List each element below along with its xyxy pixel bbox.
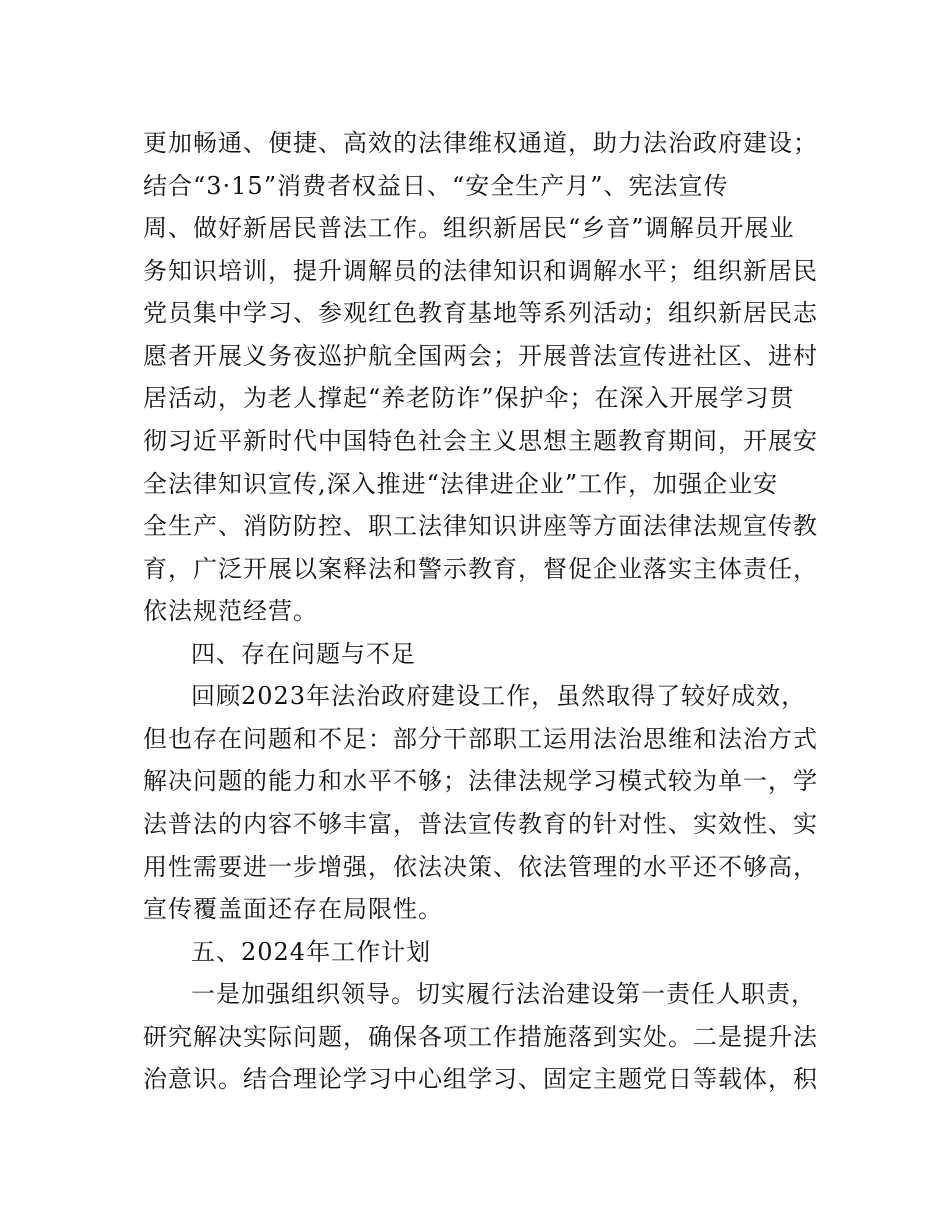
text-line: 研究解决实际问题，确保各项工作措施落到实处。二是提升法 — [143, 1023, 818, 1051]
section-heading: 四、存在问题与不足 — [191, 640, 416, 668]
paragraph-first-line: 一是加强组织领导。切实履行法治建设第一责任人职责， — [191, 980, 816, 1008]
text-line: 居活动，为老人撑起“养老防诈”保护伞；在深入开展学习贯 — [143, 384, 795, 412]
text-line: 务知识培训，提升调解员的法律知识和调解水平；组织新居民 — [143, 257, 818, 285]
text-line: 治意识。结合理论学习中心组学习、固定主题党日等载体，积 — [143, 1065, 818, 1093]
text-line: 解决问题的能力和水平不够；法律法规学习模式较为单一，学 — [143, 767, 818, 795]
section-heading: 五、2024年工作计划 — [191, 938, 432, 966]
text-line: 党员集中学习、参观红色教育基地等系列活动；组织新居民志 — [143, 299, 818, 327]
text-line: 更加畅通、便捷、高效的法律维权通道，助力法治政府建设； — [143, 129, 818, 157]
text-line: 但也存在问题和不足：部分干部职工运用法治思维和法治方式 — [143, 725, 818, 753]
text-line: 结合“3·15”消费者权益日、“安全生产月”、宪法宣传 — [143, 172, 729, 200]
text-line: 依法规范经营。 — [143, 597, 318, 625]
text-line: 全生产、消防防控、职工法律知识讲座等方面法律法规宣传教 — [143, 512, 818, 540]
text-line: 彻习近平新时代中国特色社会主义思想主题教育期间，开展安 — [143, 427, 818, 455]
paragraph-first-line: 回顾2023年法治政府建设工作，虽然取得了较好成效， — [191, 682, 807, 710]
text-line: 宣传覆盖面还存在局限性。 — [143, 895, 443, 923]
text-line: 用性需要进一步增强，依法决策、依法管理的水平还不够高， — [143, 853, 818, 881]
text-line: 愿者开展义务夜巡护航全国两会；开展普法宣传进社区、进村 — [143, 342, 818, 370]
text-line: 法普法的内容不够丰富，普法宣传教育的针对性、实效性、实 — [143, 810, 818, 838]
text-line: 周、做好新居民普法工作。组织新居民“乡音”调解员开展业 — [143, 214, 795, 242]
text-line: 全法律知识宣传,深入推进“法律进企业”工作，加强企业安 — [143, 470, 779, 498]
text-line: 育，广泛开展以案释法和警示教育，督促企业落实主体责任， — [143, 555, 818, 583]
